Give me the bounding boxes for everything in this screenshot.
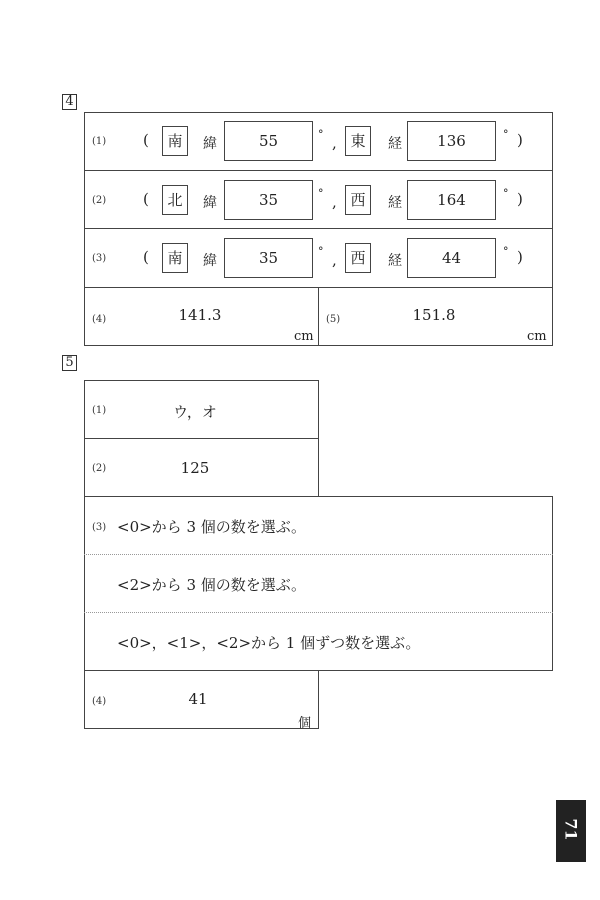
latitude-value: 55 [224, 121, 313, 161]
latitude-kanji: 緯 [203, 253, 217, 269]
longitude-kanji: 経 [388, 195, 402, 211]
q3-line: <2>から 3 個の数を選ぶ。 [117, 576, 307, 594]
question-number: (1) [92, 136, 107, 147]
page-number-tab [556, 800, 586, 862]
divider [84, 170, 553, 171]
latitude-kanji: 緯 [203, 195, 217, 211]
open-paren: ( [143, 248, 149, 266]
degree-symbol: ° [318, 128, 324, 141]
question-number: (5) [326, 314, 341, 325]
close-paren: ) [517, 131, 523, 149]
latitude-value: 35 [224, 180, 313, 220]
question-number: (3) [92, 253, 107, 264]
answer-value: ウ，オ [173, 403, 217, 421]
answer-value: 141.3 [178, 306, 222, 324]
longitude-direction: 東 [345, 126, 371, 156]
dotted-divider [84, 612, 553, 613]
divider [318, 287, 319, 346]
degree-symbol: ° [503, 128, 509, 141]
longitude-kanji: 経 [388, 253, 402, 269]
longitude-value: 136 [407, 121, 496, 161]
latitude-direction: 南 [162, 243, 188, 273]
degree-symbol: ° [503, 245, 509, 258]
latitude-value: 35 [224, 238, 313, 278]
unit-label: cm [527, 329, 547, 344]
comma: , [332, 193, 337, 211]
latitude-direction: 南 [162, 126, 188, 156]
question-number: (4) [92, 314, 107, 325]
section-5-label: 5 [62, 355, 77, 371]
comma: , [332, 134, 337, 152]
longitude-value: 44 [407, 238, 496, 278]
latitude-kanji: 緯 [203, 136, 217, 152]
close-paren: ) [517, 190, 523, 208]
divider [84, 228, 553, 229]
open-paren: ( [143, 131, 149, 149]
question-number: (1) [92, 405, 107, 416]
dotted-divider [84, 554, 553, 555]
divider [84, 438, 319, 439]
comma: , [332, 251, 337, 269]
answer-value: 41 [188, 690, 208, 708]
section-4-label: 4 [62, 94, 77, 110]
q3-line: <0>，<1>，<2>から 1 個ずつ数を選ぶ。 [117, 634, 421, 652]
answer-value: 125 [180, 459, 210, 477]
open-paren: ( [143, 190, 149, 208]
longitude-direction: 西 [345, 243, 371, 273]
latitude-direction: 北 [162, 185, 188, 215]
q3-line: <0>から 3 個の数を選ぶ。 [117, 518, 307, 536]
degree-symbol: ° [318, 245, 324, 258]
question-number: (3) [92, 522, 107, 533]
unit-label: cm [294, 329, 314, 344]
longitude-value: 164 [407, 180, 496, 220]
close-paren: ) [517, 248, 523, 266]
longitude-direction: 西 [345, 185, 371, 215]
question-number: (4) [92, 696, 107, 707]
question-number: (2) [92, 463, 107, 474]
page-number: 71 [561, 818, 581, 841]
degree-symbol: ° [318, 187, 324, 200]
question-number: (2) [92, 195, 107, 206]
longitude-kanji: 経 [388, 136, 402, 152]
degree-symbol: ° [503, 187, 509, 200]
answer-value: 151.8 [412, 306, 456, 324]
unit-label: 個 [298, 716, 312, 731]
